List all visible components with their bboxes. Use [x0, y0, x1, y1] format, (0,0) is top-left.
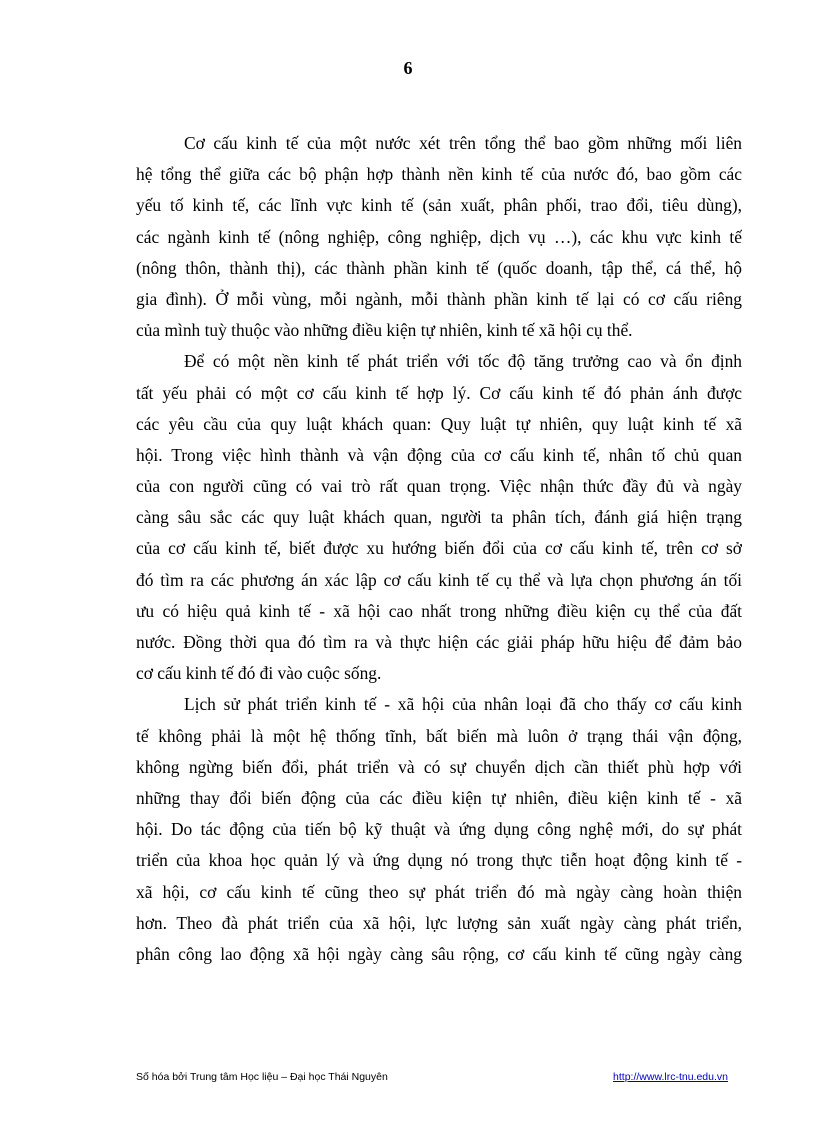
footer-attribution: Số hóa bởi Trung tâm Học liệu – Đại học Thái Nguyên — [136, 1071, 388, 1083]
text-line: tế không phải là một hệ thống tĩnh, bất biến mà luôn ở trạng thái vận động, — [136, 725, 742, 746]
paragraph-3 — [136, 689, 742, 970]
text-line: các yêu cầu của quy luật khách quan: Quy luật tự nhiên, quy luật kinh tế xã — [136, 413, 742, 434]
footer-website-link[interactable]: http://www.lrc-tnu.edu.vn — [613, 1071, 728, 1083]
text-line: tất yếu phải có một cơ cấu kinh tế hợp lý. Cơ cấu kinh tế đó phản ánh được — [136, 382, 742, 403]
page-number: 6 — [403, 58, 413, 78]
text-line: của con người cũng có vai trò rất quan trọng. Việc nhận thức đầy đủ và ngày — [136, 476, 742, 497]
text-line: (nông thôn, thành thị), các thành phần kinh tế (quốc doanh, tập thể, cá thể, hộ — [136, 257, 742, 278]
text-line: ưu có hiệu quả kinh tế - xã hội cao nhất trong những điều kiện cụ thể của đất — [136, 600, 742, 621]
text-line: Lịch sử phát triển kinh tế - xã hội của nhân loại đã cho thấy cơ cấu kinh — [184, 694, 742, 715]
page-footer — [136, 1071, 728, 1089]
text-line: phân công lao động xã hội ngày càng sâu rộng, cơ cấu kinh tế cũng ngày càng — [136, 943, 742, 964]
text-line: của mình tuỳ thuộc vào những điều kiện tự nhiên, kinh tế xã hội cụ thể. — [136, 320, 633, 341]
text-line: Cơ cấu kinh tế của một nước xét trên tổng thể bao gồm những mối liên — [184, 133, 742, 153]
text-line: của cơ cấu kinh tế, biết được xu hướng biến đổi của cơ cấu kinh tế, trên cơ sở — [136, 538, 742, 559]
text-line: không ngừng biến đổi, phát triển và có sự chuyển dịch cần thiết phù hợp với — [136, 756, 742, 777]
text-line: càng sâu sắc các quy luật khách quan, người ta phân tích, đánh giá hiện trạng — [136, 507, 742, 528]
text-line: yếu tố kinh tế, các lĩnh vực kinh tế (sản xuất, phân phối, trao đổi, tiêu dùng), — [136, 195, 742, 216]
text-line: nước. Đồng thời qua đó tìm ra và thực hiện các giải pháp hữu hiệu để đảm bảo — [136, 632, 742, 652]
text-line: cơ cấu kinh tế đó đi vào cuộc sống. — [136, 663, 382, 684]
paragraph-1 — [136, 128, 742, 346]
text-line: triển của khoa học quản lý và ứng dụng nó trong thực tiễn hoạt động kinh tế - — [136, 850, 742, 871]
text-line: gia đình). Ở mỗi vùng, mỗi ngành, mỗi thành phần kinh tế lại có cơ cấu riêng — [136, 288, 742, 309]
text-line: hội. Do tác động của tiến bộ kỹ thuật và ứng dụng công nghệ mới, do sự phát — [136, 819, 742, 840]
text-line: Để có một nền kinh tế phát triển với tốc độ tăng trưởng cao và ổn định — [184, 351, 742, 372]
text-line: hệ tổng thể giữa các bộ phận hợp thành nền kinh tế của nước đó, bao gồm các — [136, 164, 742, 185]
text-line: hội. Trong việc hình thành và vận động của cơ cấu kinh tế, nhân tố chủ quan — [136, 444, 742, 465]
body-text — [136, 128, 742, 970]
text-line: những thay đổi biến động của các điều kiện tự nhiên, điều kiện kinh tế - xã — [136, 787, 742, 808]
text-line: các ngành kinh tế (nông nghiệp, công nghiệp, dịch vụ …), các khu vực kinh tế — [136, 226, 742, 247]
text-line: xã hội, cơ cấu kinh tế cũng theo sự phát triển đó mà ngày càng hoàn thiện — [136, 881, 742, 902]
text-line: hơn. Theo đà phát triển của xã hội, lực lượng sản xuất ngày càng phát triển, — [136, 912, 742, 933]
paragraph-2 — [136, 346, 742, 689]
text-line: đó tìm ra các phương án xác lập cơ cấu kinh tế cụ thể và lựa chọn phương án tối — [136, 569, 742, 590]
